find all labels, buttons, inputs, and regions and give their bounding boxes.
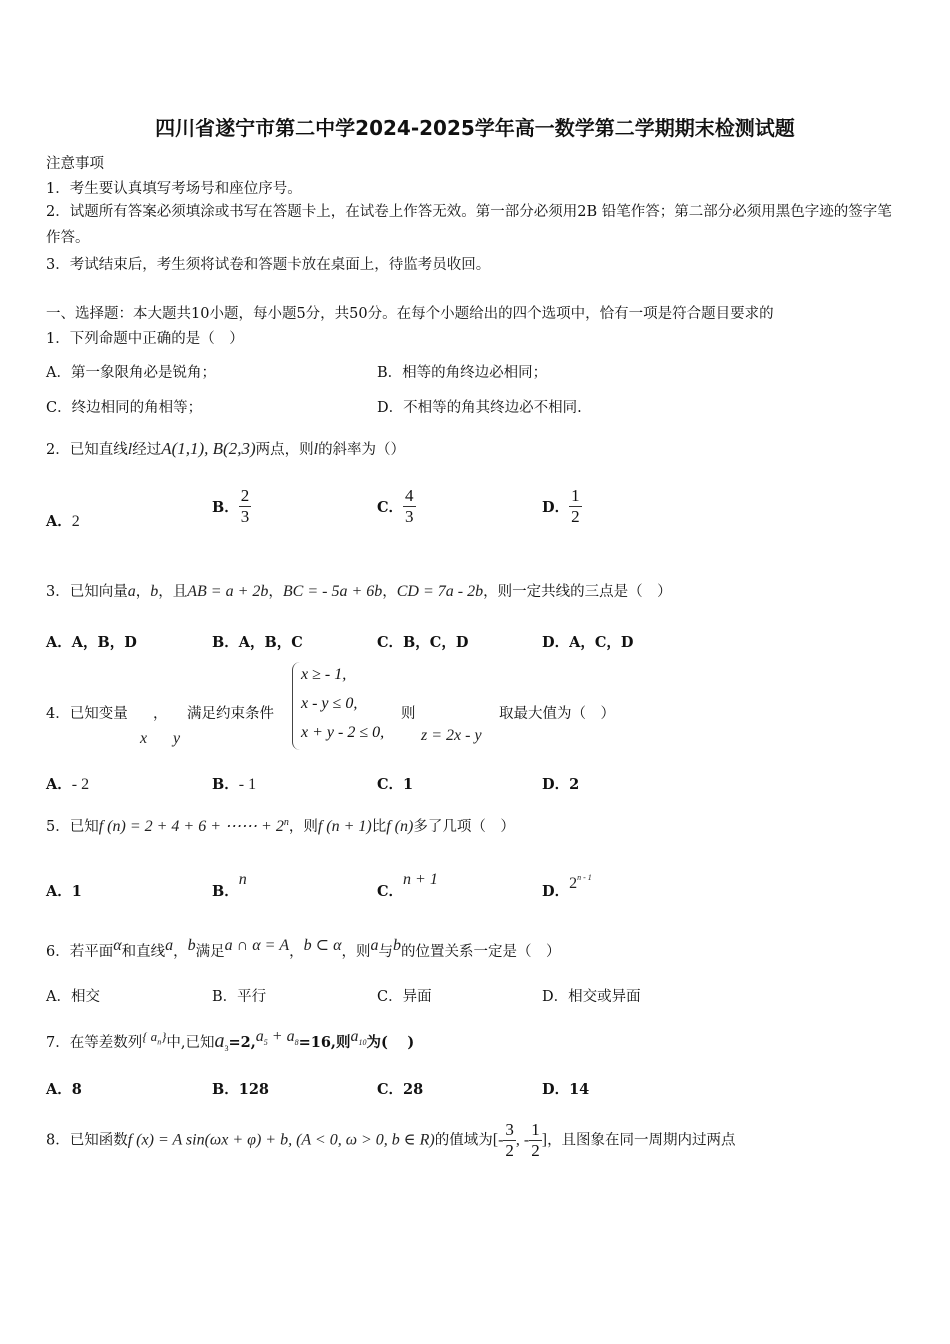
q4-constraint-system	[292, 662, 409, 750]
q6-option-a: A．相交	[46, 989, 100, 1005]
q7-text: 为( )	[366, 1034, 415, 1051]
q3-option-a: A．A，B，D	[46, 634, 137, 651]
q8-range-close: ]	[541, 1131, 548, 1149]
q7-option-d: D．14	[542, 1081, 590, 1098]
q5-exp: n	[283, 817, 289, 829]
q4-var-y: y	[173, 730, 181, 747]
q5-text: 5．已知	[46, 819, 99, 835]
q8-range-open: [-	[492, 1131, 504, 1149]
q4-a-value: - 2	[71, 776, 90, 793]
notice-item-3: 3．考试结束后，考生须将试卷和答题卡放在桌面上，待监考员收回。	[46, 257, 491, 273]
q6-text: ，	[289, 943, 304, 960]
q3-text: ，则一定共线的三点是（ ）	[483, 584, 672, 600]
q2-option-d	[542, 486, 582, 527]
q6-text: 与	[378, 943, 393, 960]
q3-ab: AB = a + 2b	[187, 583, 269, 600]
fraction-num: 4	[405, 486, 414, 505]
q5-text: ，则	[288, 819, 318, 835]
q7-option-b: B．128	[212, 1081, 270, 1098]
q4-text: 则	[401, 706, 416, 722]
q6-c2: b ⊂ α	[303, 937, 342, 954]
q2-text: 经过	[132, 442, 162, 458]
q5-d-exp: n - 1	[577, 873, 592, 883]
q1-option-c: C．终边相同的角相等；	[46, 400, 203, 416]
q3-option-b: B．A，B，C	[212, 634, 303, 651]
q2-option-a	[46, 510, 80, 531]
option-label: C．	[377, 499, 404, 516]
q4-text: 满足约束条件	[187, 706, 274, 722]
fraction-num: 1	[571, 486, 580, 505]
q4-option-a	[46, 773, 89, 794]
q6-alpha: α	[113, 937, 122, 954]
q3-text: ，且	[158, 584, 188, 600]
q8-text: 的值域为	[434, 1132, 493, 1149]
q6-a: a	[370, 937, 379, 954]
q7-a5	[255, 1028, 299, 1048]
q6-c1: a ∩ α = A	[224, 937, 290, 954]
q3-option-c: C．B，C，D	[377, 634, 469, 651]
q6-option-b: B．平行	[212, 989, 267, 1005]
fraction	[503, 1120, 516, 1161]
q3-option-d: D．A，C，D	[542, 634, 634, 651]
q6-b: b	[392, 937, 401, 954]
question-5	[46, 815, 515, 836]
q7-a3-sub: 3	[224, 1043, 229, 1053]
q5-f: f (n) = 2 + 4 + 6 + ⋯⋯ + 2	[98, 818, 284, 835]
q6-option-c: C．异面	[377, 989, 432, 1005]
q1-option-d: D．不相等的角其终边必不相同.	[377, 400, 582, 416]
q4-option-b	[212, 773, 256, 794]
q4-constraint: x ≥ - 1,	[301, 666, 347, 683]
q3-bc: BC = - 5a + 6b	[282, 583, 383, 600]
q6-text: 和直线	[121, 943, 166, 960]
q2-var-l: l	[127, 441, 133, 458]
q3-vec-a: a	[127, 583, 136, 600]
q5-d-base: 2	[569, 875, 578, 892]
q2-text: 两点，则	[255, 442, 314, 458]
notice-heading: 注意事项	[46, 156, 104, 172]
q5-option-b	[212, 871, 247, 901]
fraction-num: 2	[240, 486, 250, 505]
q4-objective: z = 2x - y	[421, 727, 482, 744]
option-label: B．	[212, 883, 239, 900]
q6-text: ，则	[341, 943, 371, 960]
q4-var-x: x	[140, 730, 148, 747]
q8-function: f (x) = A sin(ωx + φ) + b, (A < 0, ω > 0, b ∈ R)	[127, 1131, 435, 1149]
q3-cd: CD = 7a - 2b	[396, 583, 484, 600]
option-label: A．	[46, 513, 72, 530]
q2-option-c	[377, 486, 416, 527]
q4-text: 取最大值为（ ）	[499, 706, 615, 722]
q2-a-value: 2	[71, 513, 80, 530]
q4-option-d: D．2	[542, 776, 580, 793]
q3-vec-b: b	[150, 583, 159, 600]
q7-a3: a	[214, 1030, 225, 1052]
option-label: D．	[542, 499, 570, 516]
q7-option-c: C．28	[377, 1081, 424, 1098]
q3-text: ，	[135, 584, 151, 600]
q6-text: 满足	[195, 943, 225, 960]
q4-constraint: x + y - 2 ≤ 0,	[301, 724, 385, 741]
q6-a: a	[165, 937, 174, 954]
fraction	[239, 486, 252, 527]
q6-text: 的位置关系一定是（ ）	[400, 943, 561, 960]
option-label: C．	[377, 883, 404, 900]
q6-option-d: D．相交或异面	[542, 989, 641, 1005]
q7-a5-letter: a	[255, 1028, 264, 1045]
option-label: D．	[542, 883, 570, 900]
q3-text: 3．已知向量	[46, 584, 128, 600]
page-title: 四川省遂宁市第二中学2024-2025学年高一数学第二学期期末检测试题	[155, 116, 795, 140]
q5-text: 多了几项（ ）	[413, 819, 515, 835]
fraction-num: 1	[531, 1120, 540, 1139]
option-label: B．	[212, 499, 239, 516]
q5-c-value: n + 1	[403, 871, 438, 888]
fraction	[529, 1120, 542, 1161]
question-8	[46, 1120, 736, 1161]
question-3: 3．已知向量a，b，且AB = a + 2b，BC = - 5a + 6b，CD = 7a - 2b，则一定共线的三点是（ ）	[46, 583, 672, 600]
q7-plus-a8: + a	[271, 1028, 295, 1045]
fraction-den: 3	[240, 507, 250, 526]
option-label: B．	[212, 776, 239, 793]
q8-text: 8．已知函数	[46, 1132, 128, 1149]
q1-option-a: A．第一象限角必是锐角；	[46, 365, 216, 381]
q4-text: ，	[153, 706, 168, 722]
q2-option-b	[212, 486, 251, 527]
q4-constraint: x - y ≤ 0,	[301, 695, 358, 712]
q4-b-value: - 1	[238, 776, 257, 793]
question-1: 1．下列命题中正确的是（ ）	[46, 331, 244, 347]
fraction-num: 3	[505, 1120, 514, 1139]
q7-text: 7．在等差数列	[46, 1035, 143, 1051]
q2-var-l: l	[313, 441, 319, 458]
q5-f2: f (n)	[386, 818, 414, 835]
q7-a10-letter: a	[350, 1028, 359, 1045]
q7-text: =2,	[228, 1034, 256, 1051]
q5-f1: f (n + 1)	[317, 818, 372, 835]
q5-text: 比	[371, 819, 387, 835]
q2-text: 的斜率为（）	[318, 442, 406, 458]
notice-item-2: 2．试题所有答案必须填涂或书写在答题卡上，在试卷上作答无效。第一部分必须用2B 铅笔作答；第二部分必须用黑色字迹的签字笔作答。	[46, 204, 892, 246]
notice-item-1: 1．考生要认真填写考场号和座位序号。	[46, 181, 302, 197]
section-heading: 一、选择题：本大题共10小题，每小题5分，共50分。在每个小题给出的四个选项中，恰有一项是符合题目要求的	[46, 306, 774, 322]
q2-text: 2．已知直线	[46, 442, 128, 458]
q4-option-c: C．1	[377, 776, 414, 793]
q1-option-b: B．相等的角终边必相同；	[377, 365, 548, 381]
fraction	[403, 486, 416, 527]
q7-option-a: A．8	[46, 1081, 82, 1098]
q7-seq-sub: n	[157, 1037, 162, 1047]
q7-text: 中,已知	[166, 1035, 215, 1051]
q5-option-c	[377, 871, 438, 901]
q7-seq-open: { a	[142, 1029, 158, 1044]
q2-points: A(1,1), B(2,3)	[161, 439, 256, 458]
q7-a10	[350, 1028, 367, 1048]
q7-a5-sub: 5	[263, 1038, 268, 1048]
q6-text: 6．若平面	[46, 943, 114, 960]
fraction-den: 2	[571, 507, 580, 526]
q8-range-mid: , -	[515, 1131, 530, 1149]
fraction-den: 2	[505, 1141, 514, 1160]
q6-text: ，	[173, 943, 188, 960]
fraction-den: 3	[405, 507, 414, 526]
q4-text: 4．已知变量	[46, 706, 128, 722]
question-7	[46, 1030, 414, 1053]
q8-text: ，且图象在同一周期内过两点	[547, 1132, 736, 1149]
q7-text: =16,则	[298, 1034, 351, 1051]
fraction-den: 2	[531, 1141, 540, 1160]
q5-b-value: n	[238, 871, 247, 888]
q7-seq-close: }	[161, 1029, 167, 1044]
q7-seq	[142, 1029, 167, 1047]
option-label: A．	[46, 776, 72, 793]
fraction	[569, 486, 582, 527]
q7-a8-sub: 8	[294, 1038, 299, 1048]
question-6	[46, 935, 560, 961]
question-2	[46, 438, 405, 459]
q5-option-a: A．1	[46, 883, 82, 900]
q5-option-d	[542, 873, 592, 901]
q6-b: b	[187, 937, 196, 954]
q7-a10-sub: 10	[358, 1038, 367, 1048]
